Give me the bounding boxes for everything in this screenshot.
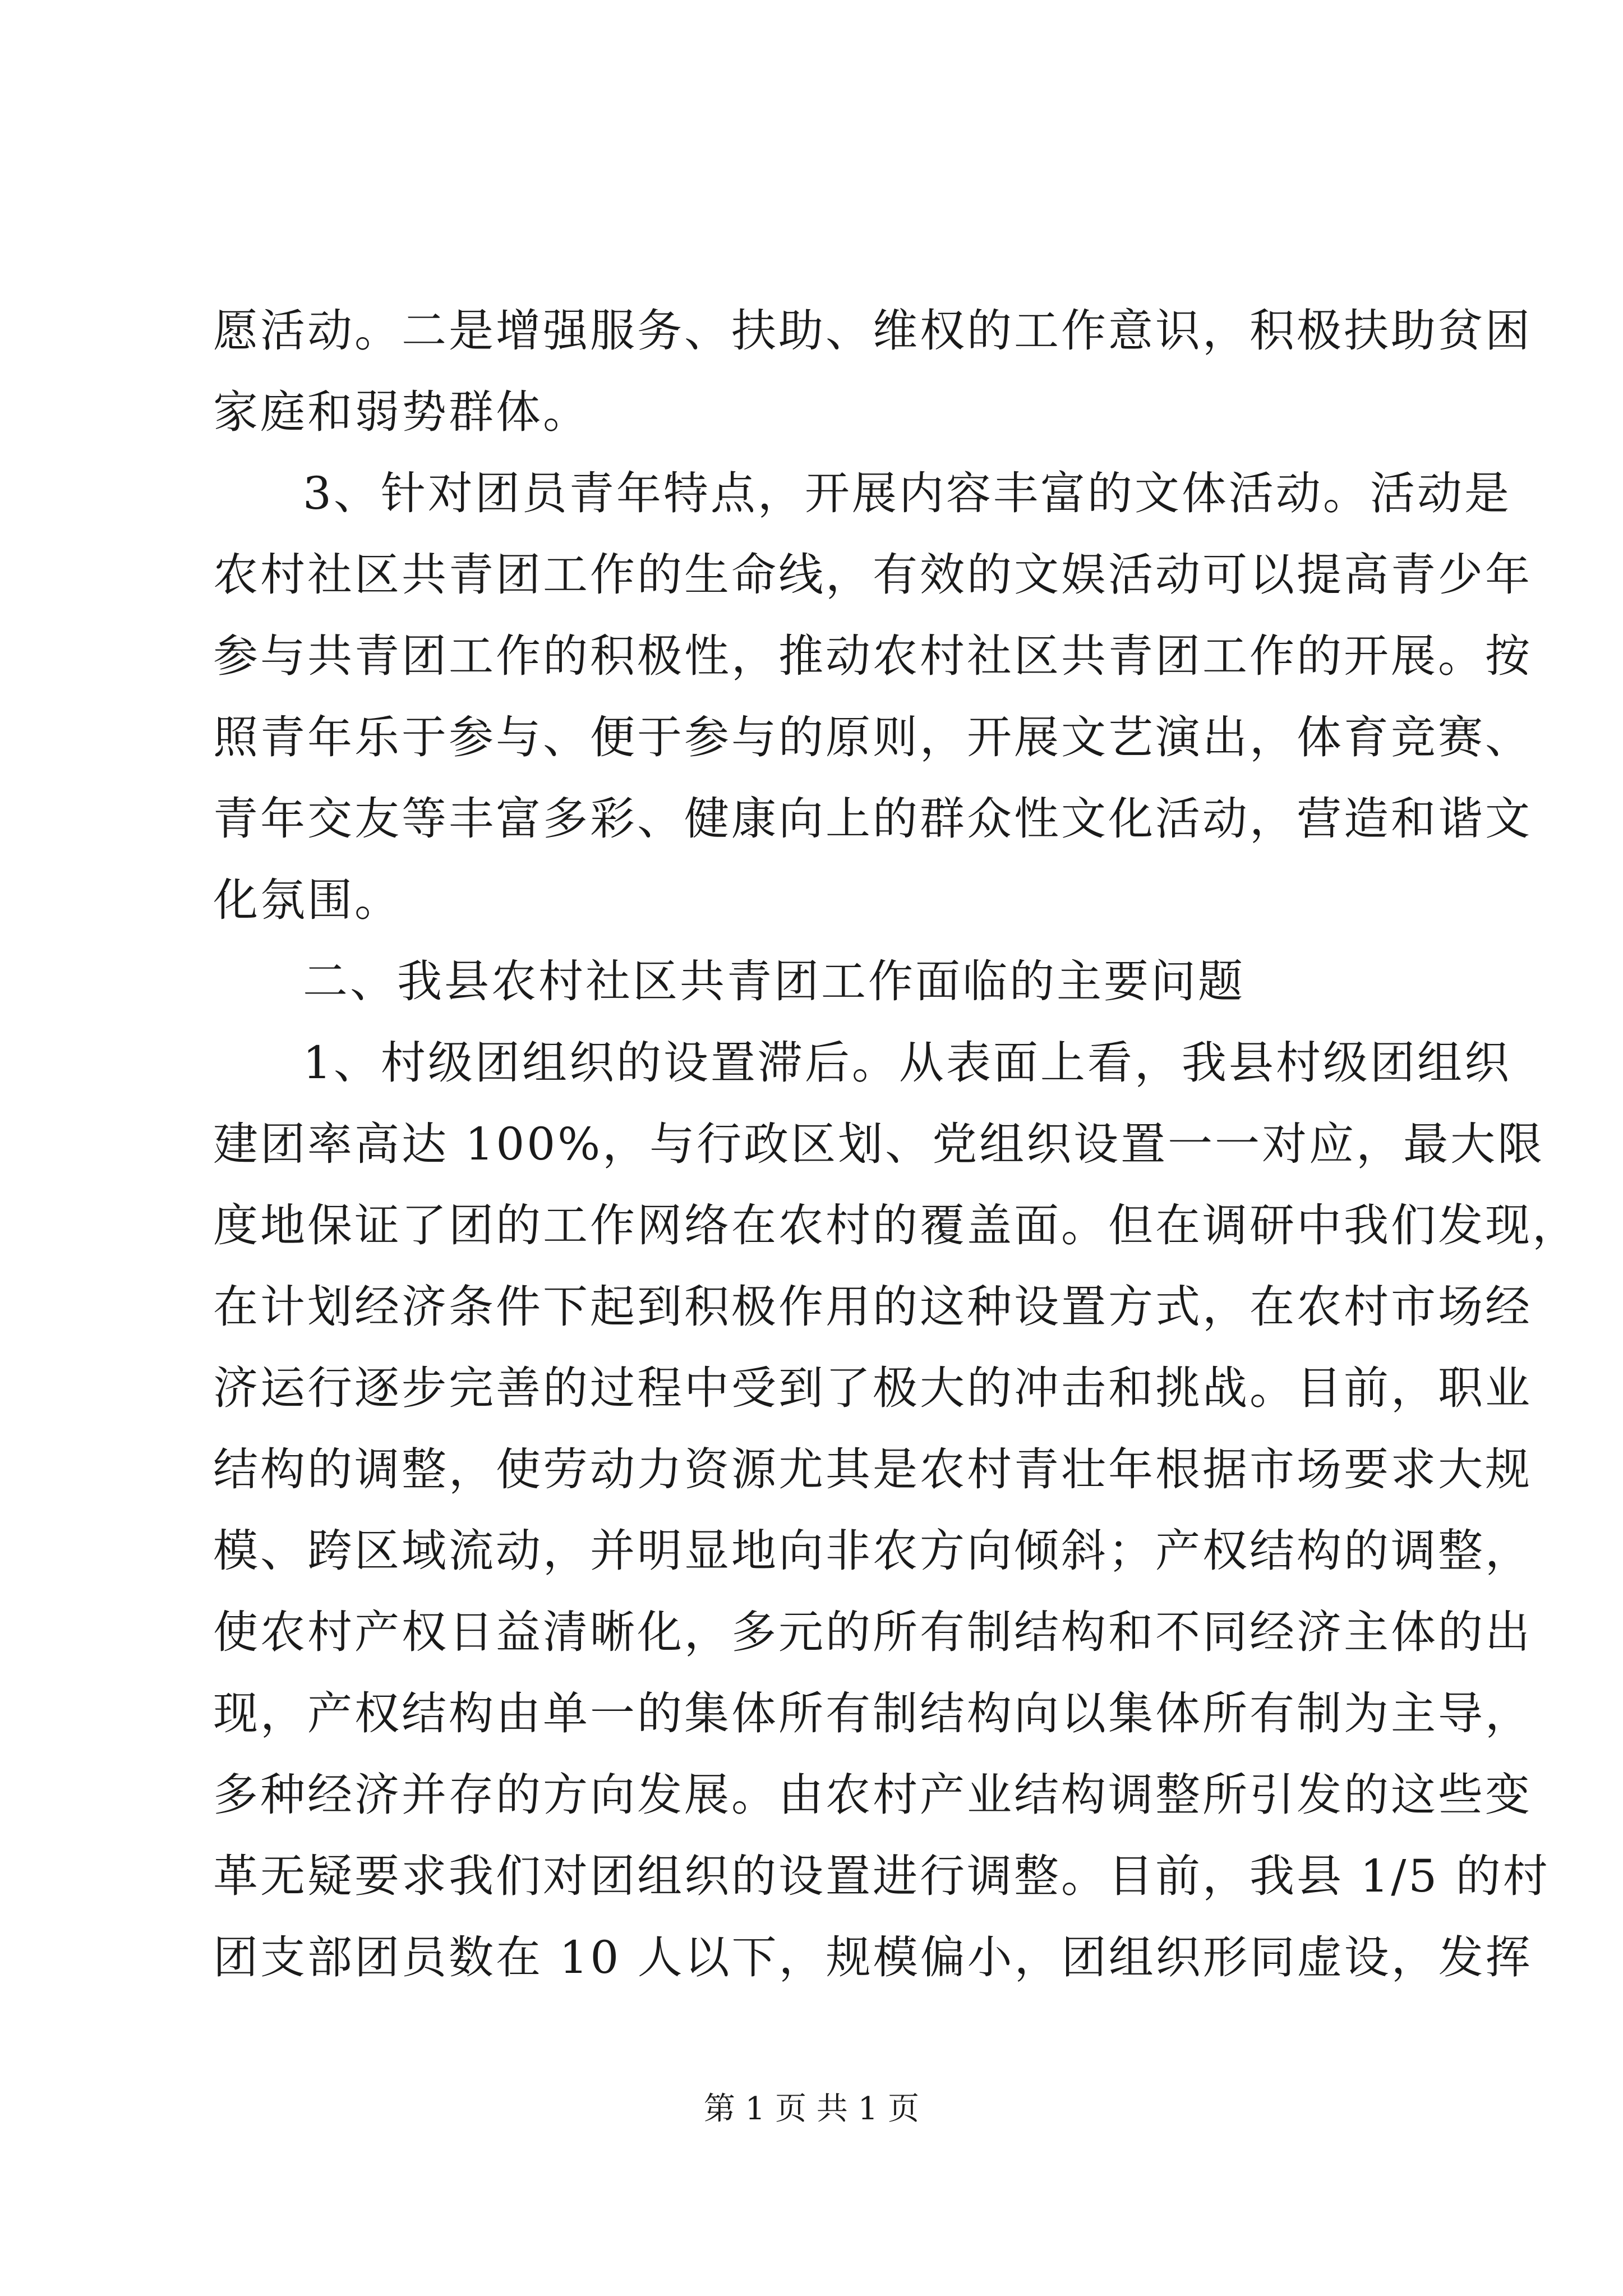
text-line-16: 模、跨区域流动，并明显地向非农方向倾斜；产权结构的调整， — [213, 1525, 1532, 1577]
text-line-19: 多种经济并存的方向发展。由农村产业结构调整所引发的这些变 — [213, 1769, 1532, 1821]
text-line-8: 化氛围。 — [213, 874, 402, 926]
page-footer: 第 1 页 共 1 页 — [703, 2091, 920, 2127]
text-line-14: 济运行逐步完善的过程中受到了极大的冲击和挑战。目前，职业 — [213, 1362, 1532, 1414]
text-line-1: 愿活动。二是增强服务、扶助、维权的工作意识，积极扶助贫困 — [213, 305, 1532, 357]
text-line-15: 结构的调整，使劳动力资源尤其是农村青壮年根据市场要求大规 — [213, 1443, 1532, 1496]
text-line-3: 3、针对团员青年特点，开展内容丰富的文体活动。活动是 — [303, 467, 1511, 519]
text-line-6: 照青年乐于参与、便于参与的原则，开展文艺演出，体育竞赛、 — [213, 711, 1532, 763]
section-heading: 二、我县农村社区共青团工作面临的主要问题 — [303, 955, 1245, 1007]
text-line-4: 农村社区共青团工作的生命线，有效的文娱活动可以提高青少年 — [213, 549, 1532, 601]
text-line-21: 团支部团员数在 10 人以下，规模偏小，团组织形同虚设，发挥 — [213, 1931, 1533, 1984]
text-line-10: 1、村级团组织的设置滞后。从表面上看，我县村级团组织 — [303, 1037, 1511, 1089]
text-line-7: 青年交友等丰富多彩、健康向上的群众性文化活动，营造和谐文 — [213, 793, 1532, 845]
text-line-11: 建团率高达 100%，与行政区划、党组织设置一一对应，最大限 — [213, 1118, 1545, 1170]
text-line-20: 革无疑要求我们对团组织的设置进行调整。目前，我县 1/5 的村 — [213, 1850, 1550, 1902]
text-line-17: 使农村产权日益清晰化，多元的所有制结构和不同经济主体的出 — [213, 1606, 1532, 1658]
text-line-13: 在计划经济条件下起到积极作用的这种设置方式，在农村市场经 — [213, 1281, 1532, 1333]
text-line-18: 现，产权结构由单一的集体所有制结构向以集体所有制为主导， — [213, 1687, 1532, 1740]
text-line-5: 参与共青团工作的积极性，推动农村社区共青团工作的开展。按 — [213, 630, 1532, 682]
text-line-2: 家庭和弱势群体。 — [213, 386, 590, 438]
text-line-12: 度地保证了团的工作网络在农村的覆盖面。但在调研中我们发现， — [213, 1199, 1579, 1251]
